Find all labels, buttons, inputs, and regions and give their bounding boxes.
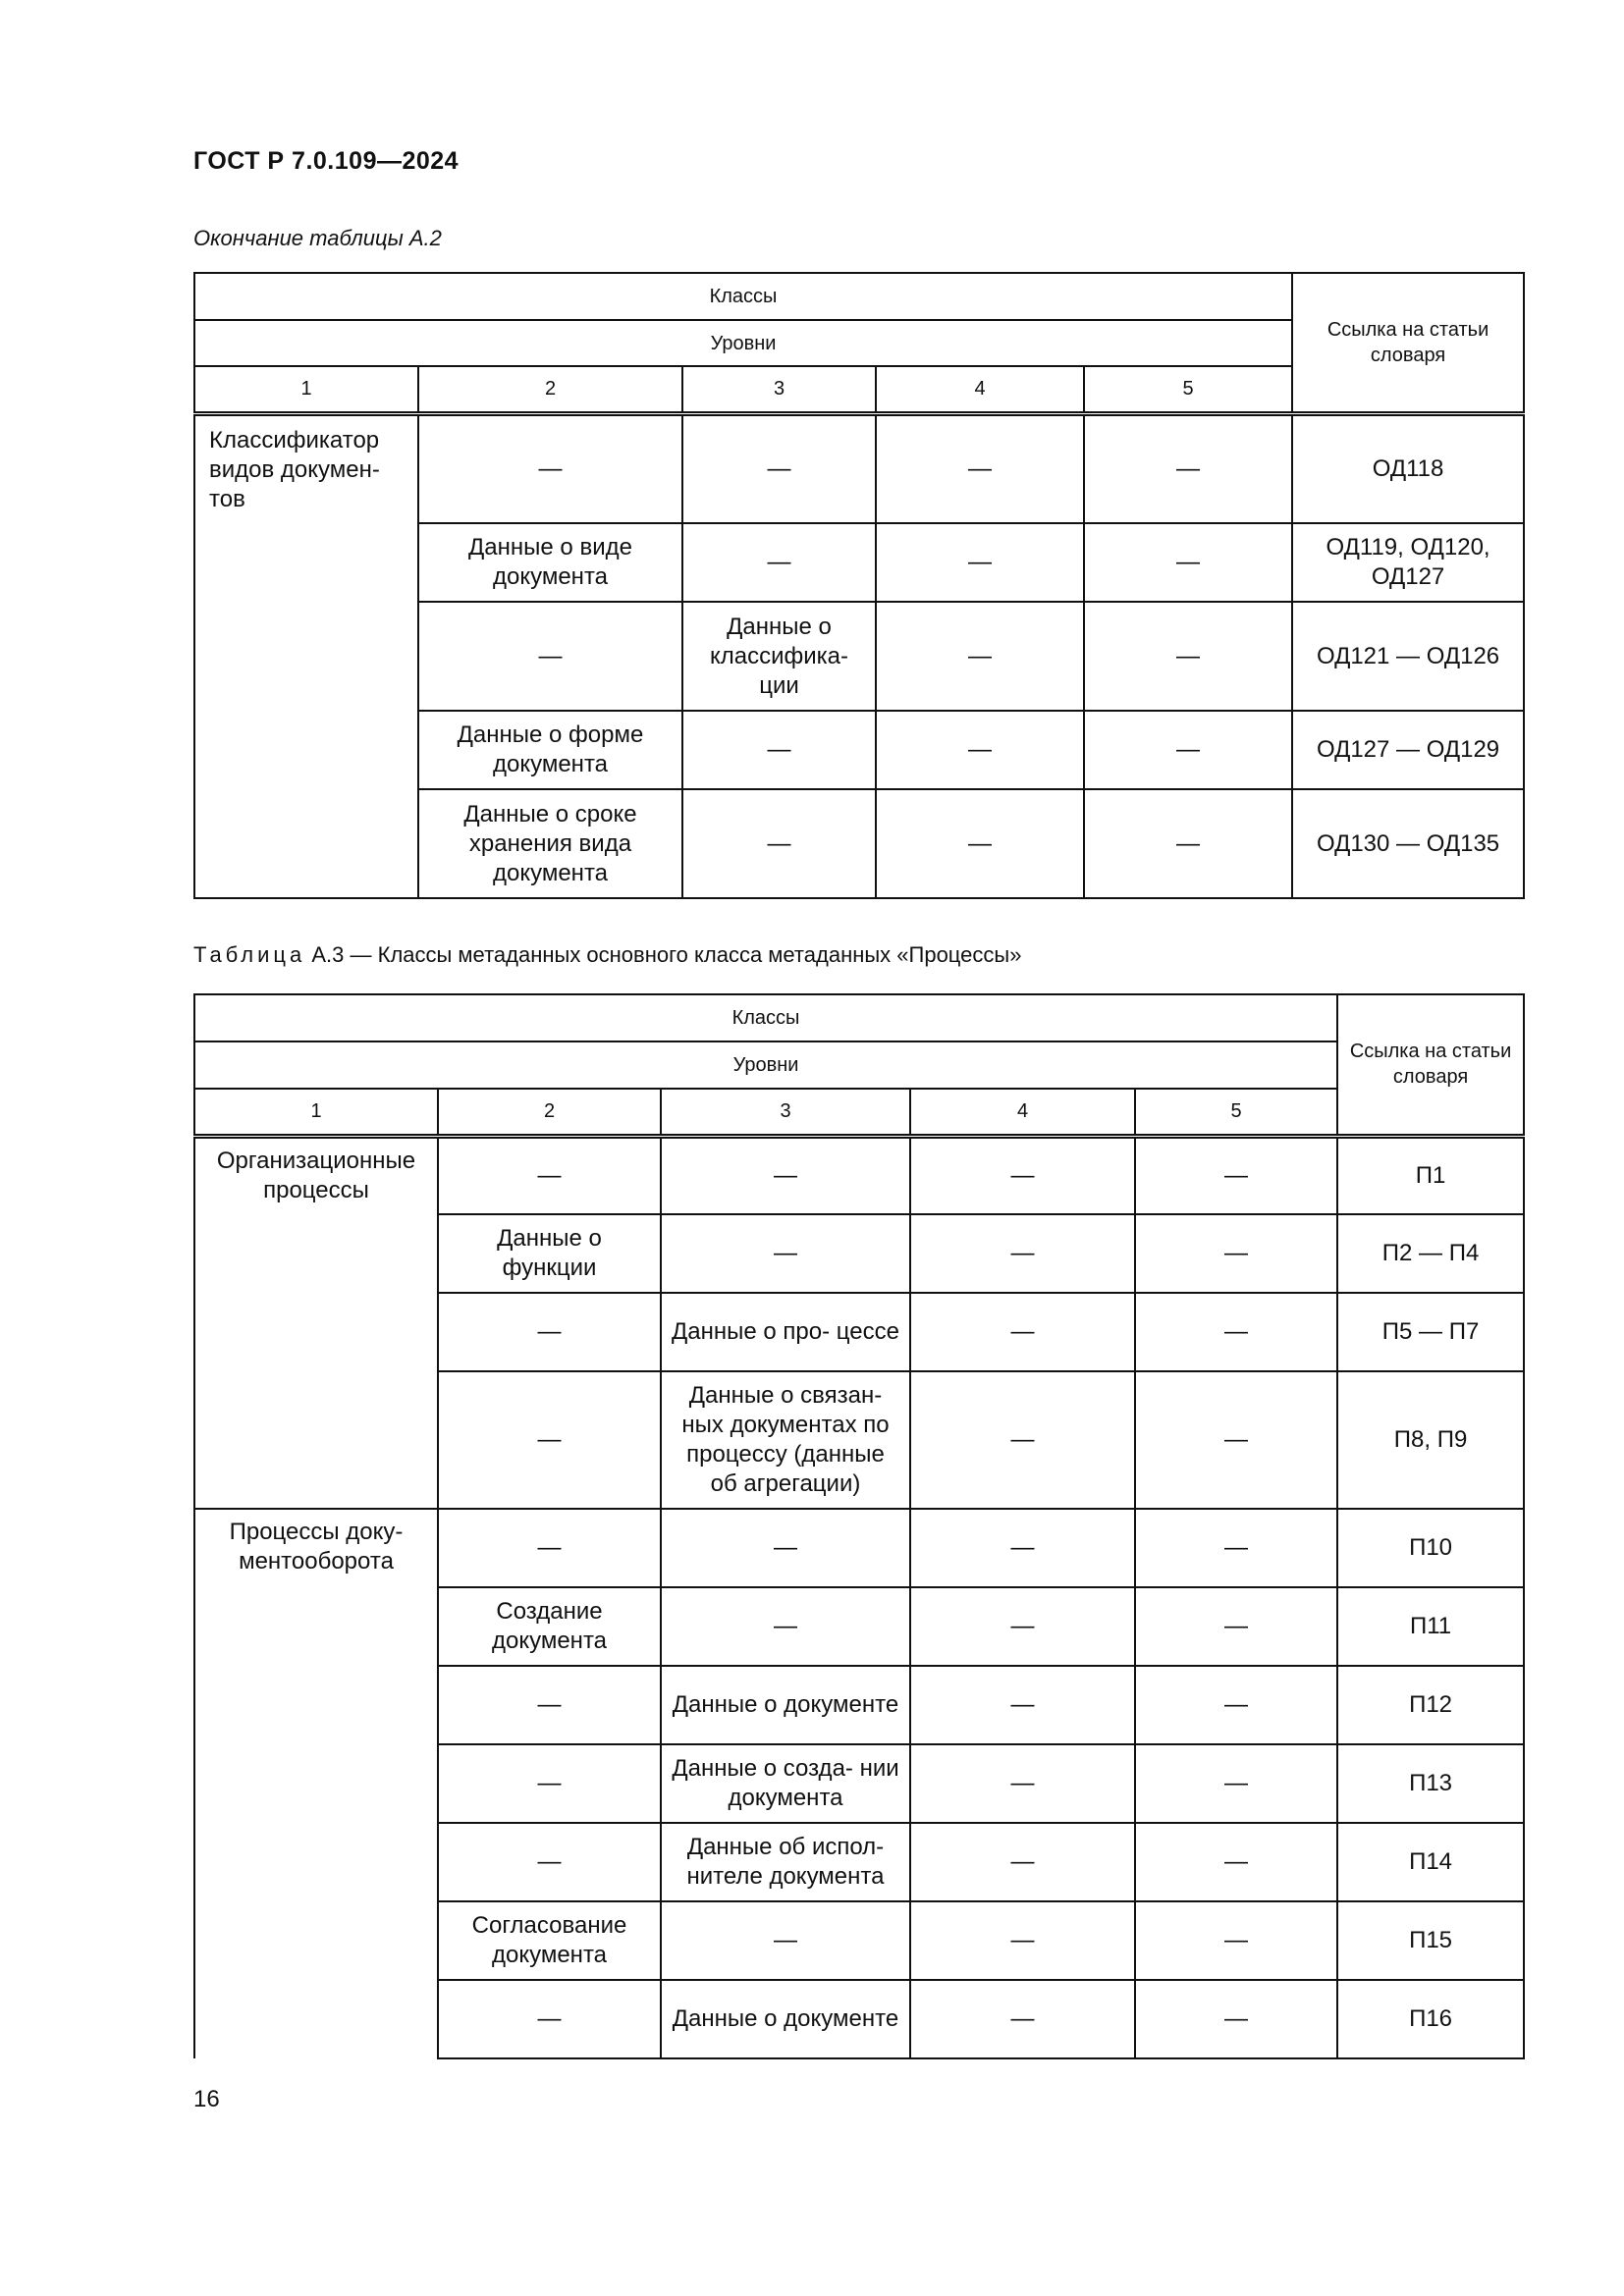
ref-cell: П11	[1337, 1587, 1524, 1666]
level-4-cell: —	[910, 1587, 1135, 1666]
ref-cell: П16	[1337, 1980, 1524, 2058]
level-3-cell: —	[661, 1136, 910, 1214]
level-3-cell: Данные о документе	[661, 1666, 910, 1744]
table-row	[194, 1136, 1524, 1214]
level-4-cell: —	[910, 1214, 1135, 1293]
level-4-cell: —	[910, 1823, 1135, 1901]
level-5-cell: —	[1135, 1980, 1337, 2058]
level-4-cell: —	[876, 413, 1084, 523]
table-a3-caption-text: А.3 — Классы метаданных основного класса метаданных «Процессы»	[305, 942, 1022, 967]
table-row	[194, 413, 1524, 523]
level-3-cell: —	[661, 1509, 910, 1587]
ref-cell: ОД118	[1292, 413, 1524, 523]
level-3-cell: —	[682, 413, 876, 523]
level-5-cell: —	[1135, 1901, 1337, 1980]
ref-cell: П8, П9	[1337, 1371, 1524, 1509]
ref-cell: ОД121 — ОД126	[1292, 602, 1524, 711]
level-2-cell: Данные о сроке хранения вида документа	[418, 789, 682, 898]
page-number: 16	[193, 2086, 220, 2112]
table-a2-caption: Окончание таблицы А.2	[193, 226, 442, 250]
level-5-cell: —	[1135, 1293, 1337, 1371]
level-2-cell: —	[418, 413, 682, 523]
level-4-cell: —	[910, 1744, 1135, 1823]
level-5-cell: —	[1084, 789, 1292, 898]
level-4-cell: —	[910, 1136, 1135, 1214]
header-col-5: 5	[1135, 1089, 1337, 1136]
level-3-cell: —	[682, 711, 876, 789]
group-cell: Организационные процессы	[194, 1136, 438, 1509]
level-3-cell: Данные о созда- нии документа	[661, 1744, 910, 1823]
level-5-cell: —	[1135, 1744, 1337, 1823]
level-5-cell: —	[1135, 1371, 1337, 1509]
header-col-4: 4	[910, 1089, 1135, 1136]
level-2-cell: —	[438, 1136, 661, 1214]
header-col-1: 1	[194, 366, 418, 413]
level-2-cell: —	[438, 1666, 661, 1744]
header-ref: Ссылка на статьи словаря	[1292, 273, 1524, 413]
level-2-cell: —	[438, 1980, 661, 2058]
ref-cell: П15	[1337, 1901, 1524, 1980]
level-5-cell: —	[1084, 711, 1292, 789]
level-5-cell: —	[1084, 602, 1292, 711]
header-levels: Уровни	[194, 1041, 1337, 1089]
table-a3	[193, 993, 1525, 2059]
header-col-3: 3	[661, 1089, 910, 1136]
ref-cell: ОД119, ОД120, ОД127	[1292, 523, 1524, 602]
level-2-cell: —	[438, 1744, 661, 1823]
level-5-cell: —	[1135, 1823, 1337, 1901]
ref-cell: П5 — П7	[1337, 1293, 1524, 1371]
level-3-cell: Данные о связан- ных документах по процессу (данные об агрегации)	[661, 1371, 910, 1509]
level-3-cell: —	[682, 523, 876, 602]
level-4-cell: —	[910, 1293, 1135, 1371]
header-classes: Классы	[194, 273, 1292, 320]
level-2-cell: Создание документа	[438, 1587, 661, 1666]
level-4-cell: —	[910, 1371, 1135, 1509]
group-cell: Процессы доку- ментооборота	[194, 1509, 438, 2058]
level-5-cell: —	[1135, 1666, 1337, 1744]
level-5-cell: —	[1135, 1214, 1337, 1293]
level-5-cell: —	[1084, 523, 1292, 602]
header-classes: Классы	[194, 994, 1337, 1041]
level-3-cell: Данные о про- цессе	[661, 1293, 910, 1371]
document-code: ГОСТ Р 7.0.109—2024	[193, 147, 460, 175]
level-4-cell: —	[876, 523, 1084, 602]
level-4-cell: —	[876, 789, 1084, 898]
ref-cell: ОД130 — ОД135	[1292, 789, 1524, 898]
ref-cell: П12	[1337, 1666, 1524, 1744]
level-5-cell: —	[1084, 413, 1292, 523]
level-2-cell: Данные о функции	[438, 1214, 661, 1293]
level-2-cell: —	[438, 1509, 661, 1587]
header-col-2: 2	[418, 366, 682, 413]
table-a2	[193, 272, 1525, 899]
level-5-cell: —	[1135, 1509, 1337, 1587]
ref-cell: П13	[1337, 1744, 1524, 1823]
level-4-cell: —	[910, 1509, 1135, 1587]
header-col-4: 4	[876, 366, 1084, 413]
group-cell: Классификатор видов докумен- тов	[194, 413, 418, 898]
level-2-cell: —	[438, 1293, 661, 1371]
table-a3-caption	[193, 942, 1021, 968]
level-3-cell: Данные о документе	[661, 1980, 910, 2058]
ref-cell: П1	[1337, 1136, 1524, 1214]
level-2-cell: —	[438, 1823, 661, 1901]
header-levels: Уровни	[194, 320, 1292, 366]
header-col-1: 1	[194, 1089, 438, 1136]
level-4-cell: —	[910, 1901, 1135, 1980]
ref-cell: ОД127 — ОД129	[1292, 711, 1524, 789]
level-3-cell: —	[661, 1214, 910, 1293]
level-5-cell: —	[1135, 1587, 1337, 1666]
level-2-cell: Данные о форме документа	[418, 711, 682, 789]
level-3-cell: —	[661, 1901, 910, 1980]
table-row	[194, 1509, 1524, 1587]
level-5-cell: —	[1135, 1136, 1337, 1214]
level-4-cell: —	[876, 602, 1084, 711]
level-4-cell: —	[876, 711, 1084, 789]
ref-cell: П14	[1337, 1823, 1524, 1901]
level-3-cell: Данные о классифика- ции	[682, 602, 876, 711]
header-col-5: 5	[1084, 366, 1292, 413]
header-col-2: 2	[438, 1089, 661, 1136]
level-3-cell: Данные об испол- нителе документа	[661, 1823, 910, 1901]
level-2-cell: —	[418, 602, 682, 711]
header-col-3: 3	[682, 366, 876, 413]
level-2-cell: Данные о виде документа	[418, 523, 682, 602]
table-a3-caption-prefix: Таблица	[193, 942, 306, 967]
header-ref: Ссылка на статьи словаря	[1337, 994, 1524, 1136]
ref-cell: П2 — П4	[1337, 1214, 1524, 1293]
level-3-cell: —	[682, 789, 876, 898]
level-4-cell: —	[910, 1666, 1135, 1744]
level-2-cell: Согласование документа	[438, 1901, 661, 1980]
level-2-cell: —	[438, 1371, 661, 1509]
ref-cell: П10	[1337, 1509, 1524, 1587]
level-4-cell: —	[910, 1980, 1135, 2058]
level-3-cell: —	[661, 1587, 910, 1666]
